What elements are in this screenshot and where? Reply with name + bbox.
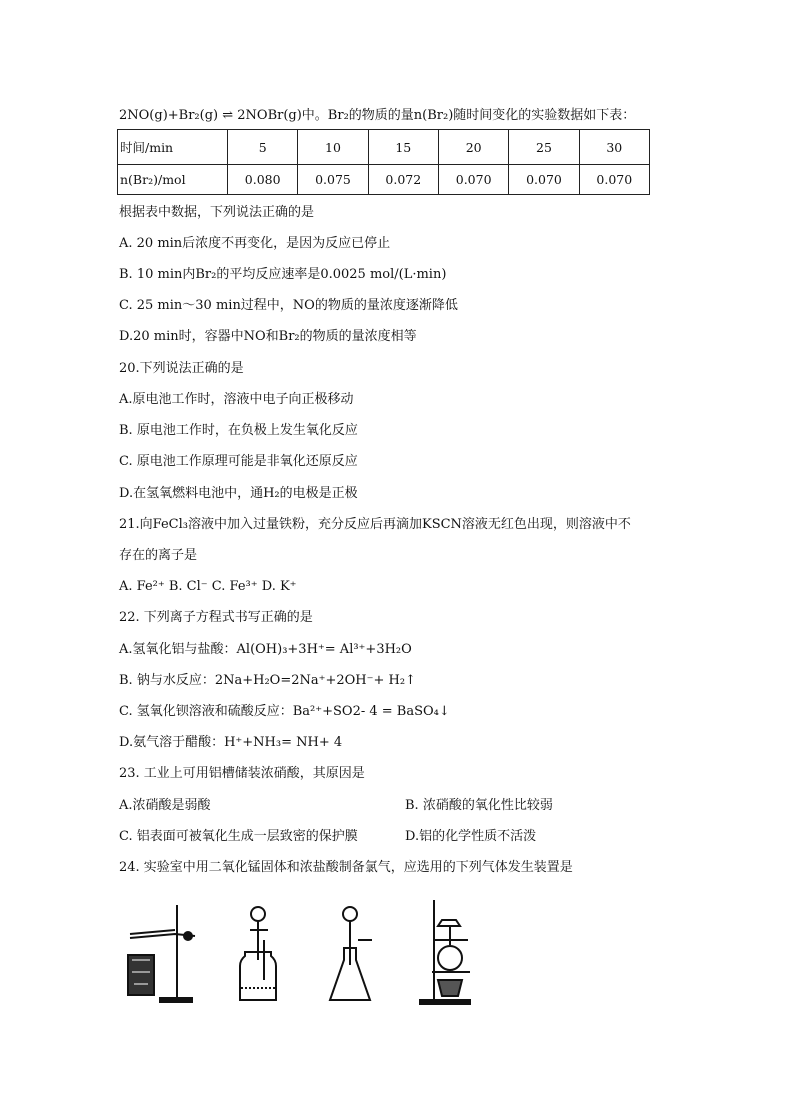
table-cell: 5 xyxy=(228,130,298,165)
apparatus-1-test-tube-heating xyxy=(128,905,195,1002)
table-cell: 0.075 xyxy=(298,165,368,195)
q20-option-c: C. 原电池工作原理可能是非氧化还原反应 xyxy=(119,454,358,469)
q22-option-b: B. 钠与水反应：2Na+H₂O=2Na⁺+2OH⁻+ H₂↑ xyxy=(119,673,416,688)
q23-stem: 23. 工业上可用铝槽储装浓硝酸，其原因是 xyxy=(119,766,365,781)
table-header-time: 时间/min xyxy=(118,130,228,165)
q23-option-b: B. 浓硝酸的氧化性比较弱 xyxy=(405,798,553,813)
q21-options: A. Fe²⁺ B. Cl⁻ C. Fe³⁺ D. K⁺ xyxy=(119,579,297,594)
q20-stem: 20.下列说法正确的是 xyxy=(119,361,244,376)
table-header-nbr2: n(Br₂)/mol xyxy=(118,165,228,195)
q22-stem: 22. 下列离子方程式书写正确的是 xyxy=(119,610,313,625)
table-cell: 0.070 xyxy=(579,165,649,195)
q22-option-c: C. 氢氧化钡溶液和硫酸反应：Ba²⁺+SO2- 4 = BaSO₄↓ xyxy=(119,704,450,719)
table-cell: 0.072 xyxy=(368,165,438,195)
q19-option-d: D.20 min时，容器中NO和Br₂的物质的量浓度相等 xyxy=(119,329,417,344)
apparatus-4-round-flask-heating xyxy=(420,900,470,1004)
table-cell: 25 xyxy=(509,130,579,165)
table-cell: 0.070 xyxy=(438,165,508,195)
table-cell: 0.080 xyxy=(228,165,298,195)
table-row xyxy=(118,130,650,165)
q20-option-d: D.在氢氧燃料电池中，通H₂的电极是正极 xyxy=(119,486,358,501)
q19-stem: 根据表中数据，下列说法正确的是 xyxy=(119,205,315,220)
q23-option-d: D.铝的化学性质不活泼 xyxy=(405,829,537,844)
q19-option-c: C. 25 min～30 min过程中，NO的物质的量浓度逐渐降低 xyxy=(119,298,458,313)
table-cell: 0.070 xyxy=(509,165,579,195)
table-cell: 10 xyxy=(298,130,368,165)
data-table xyxy=(117,129,650,195)
q23-option-c: C. 铝表面可被氧化生成一层致密的保护膜 xyxy=(119,829,358,844)
q20-option-b: B. 原电池工作时，在负极上发生氧化反应 xyxy=(119,423,358,438)
table-cell: 20 xyxy=(438,130,508,165)
q24-stem: 24. 实验室中用二氧化锰固体和浓盐酸制备氯气，应选用的下列气体发生装置是 xyxy=(119,860,573,875)
q21-stem-line2: 存在的离子是 xyxy=(119,548,198,563)
q19-option-b: B. 10 min内Br₂的平均反应速率是0.0025 mol/(L·min) xyxy=(119,267,447,282)
apparatus-3-conical-flask xyxy=(330,907,372,1000)
apparatus-figure xyxy=(120,900,480,1010)
q22-option-d: D.氨气溶于醋酸：H⁺+NH₃= NH+ 4 xyxy=(119,735,343,750)
q23-option-a: A.浓硝酸是弱酸 xyxy=(119,798,211,813)
intro-line: 2NO(g)+Br₂(g) ⇌ 2NOBr(g)中。Br₂的物质的量n(Br₂)随时间变化的实验数据如下表： xyxy=(119,108,636,123)
q19-option-a: A. 20 min后浓度不再变化，是因为反应已停止 xyxy=(119,236,391,251)
table-cell: 15 xyxy=(368,130,438,165)
q20-option-a: A.原电池工作时，溶液中电子向正极移动 xyxy=(119,392,354,407)
table-row xyxy=(118,165,650,195)
table-cell: 30 xyxy=(579,130,649,165)
q21-stem-line1: 21.向FeCl₃溶液中加入过量铁粉，充分反应后再滴加KSCN溶液无红色出现，则溶液中不 xyxy=(119,517,631,532)
apparatus-2-gas-bottle xyxy=(240,907,276,1000)
q22-option-a: A.氢氧化铝与盐酸：Al(OH)₃+3H⁺= Al³⁺+3H₂O xyxy=(119,642,412,657)
